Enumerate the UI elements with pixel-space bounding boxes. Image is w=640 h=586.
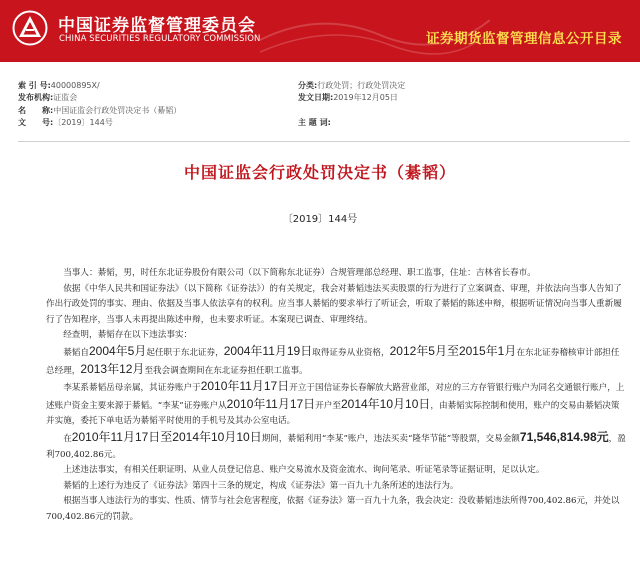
- document-title: 中国证监会行政处罚决定书（綦韬）: [183, 163, 456, 182]
- body-paragraph: 李某系綦韬岳母亲属，其证券账户于2010年11月17日开立于国信证券长春解放大路营业部，对应的三方存管银行账户为同名交通银行账户，上述账户资金主要来源于綦韬。“李某”证券账户从2010年11月17日开户至2014年10月10日，由綦韬实际控制和使用，账户的交易由綦韬决策并实施，委托下单电话为綦韬平时使用的手机号及其办公室电话。: [46, 379, 625, 427]
- portal-title[interactable]: 证券期货监督管理信息公开目录: [426, 31, 622, 47]
- meta-value: 中国证监会行政处罚决定书（綦韬）: [53, 105, 182, 115]
- body-paragraph: 经查明，綦韬存在以下违法事实：: [63, 330, 193, 341]
- site-header: [0, 0, 640, 62]
- meta-label: 主 题 词:: [298, 118, 331, 128]
- org-name-en: CHINA SECURITIES REGULATORY COMMISSION: [59, 34, 261, 44]
- meta-row-index: [18, 80, 628, 92]
- document-metadata: [18, 80, 628, 130]
- body-paragraph: 根据当事人违法行为的事实、性质、情节与社会危害程度，依据《证券法》第一百九十九条，我会决定：没收綦韬违法所得700,402.86元，并处以700,402.86元的罚款。: [46, 496, 620, 522]
- document-number: 〔2019〕144号: [282, 214, 358, 225]
- meta-value: 40000895X/: [50, 81, 100, 90]
- meta-value: 证监会: [53, 93, 78, 103]
- meta-label: 索 引 号:: [18, 81, 51, 90]
- document-body: [46, 266, 628, 526]
- meta-row-name: [18, 105, 628, 117]
- meta-label: 文 号:: [18, 118, 54, 128]
- body-paragraph: 在2010年11月17日至2014年10月10日期间，綦韬利用“李某”账户，违法买卖“隆华节能”等股票，交易金额71,546,814.98元，盈利700,402.86元。: [46, 429, 626, 460]
- meta-row-docno: [18, 117, 628, 129]
- meta-value: 2019年12月05日: [333, 93, 398, 103]
- org-name-cn[interactable]: 中国证券监督管理委员会: [58, 16, 256, 36]
- meta-value: 〔2019〕144号: [53, 118, 113, 128]
- party-paragraph: 当事人：綦韬，男，时任东北证券股份有限公司（以下简称东北证券）合规管理部总经理、职工监事，住址：吉林省长春市。: [63, 268, 536, 278]
- body-paragraph: 綦韬的上述行为违反了《证券法》第四十三条的规定，构成《证券法》第一百九十九条所述的违法行为。: [63, 480, 459, 491]
- divider: [18, 141, 630, 142]
- meta-value: 行政处罚；行政处罚决定: [317, 81, 406, 90]
- meta-row-publisher: [18, 92, 628, 104]
- meta-label: 发布机构:: [18, 93, 54, 103]
- csrc-logo-icon: [12, 10, 48, 46]
- body-paragraph: 依据《中华人民共和国证券法》（以下简称《证券法》）的有关规定，我会对綦韬违法买卖股票的行为进行了立案调查、审理，并依法向当事人告知了作出行政处罚的事实、理由、依据及当事人依法享有的权利。应当事人綦韬的要求举行了听证会，听取了綦韬的陈述申辩，根据听证情况向当事人重新履行了告知程序，当事人未再提出陈述申辩，也未要求听证。本案现已调查、审理终结。: [46, 283, 622, 325]
- body-paragraph: 綦韬自2004年5月起任职于东北证券，2004年11月19日取得证券从业资格，2012年5月至2015年1月在东北证券稽核审计部担任总经理，2013年12月至我会调查期间在东北证券担任职工监事。: [46, 343, 620, 376]
- meta-label: 分类:: [298, 81, 318, 90]
- meta-label: 发文日期:: [298, 93, 334, 103]
- body-paragraph: 上述违法事实，有相关任职证明、从业人员登记信息、账户交易流水及资金流水、询问笔录、听证笔录等证据证明，足以认定。: [63, 465, 545, 476]
- meta-label: 名 称:: [18, 105, 54, 115]
